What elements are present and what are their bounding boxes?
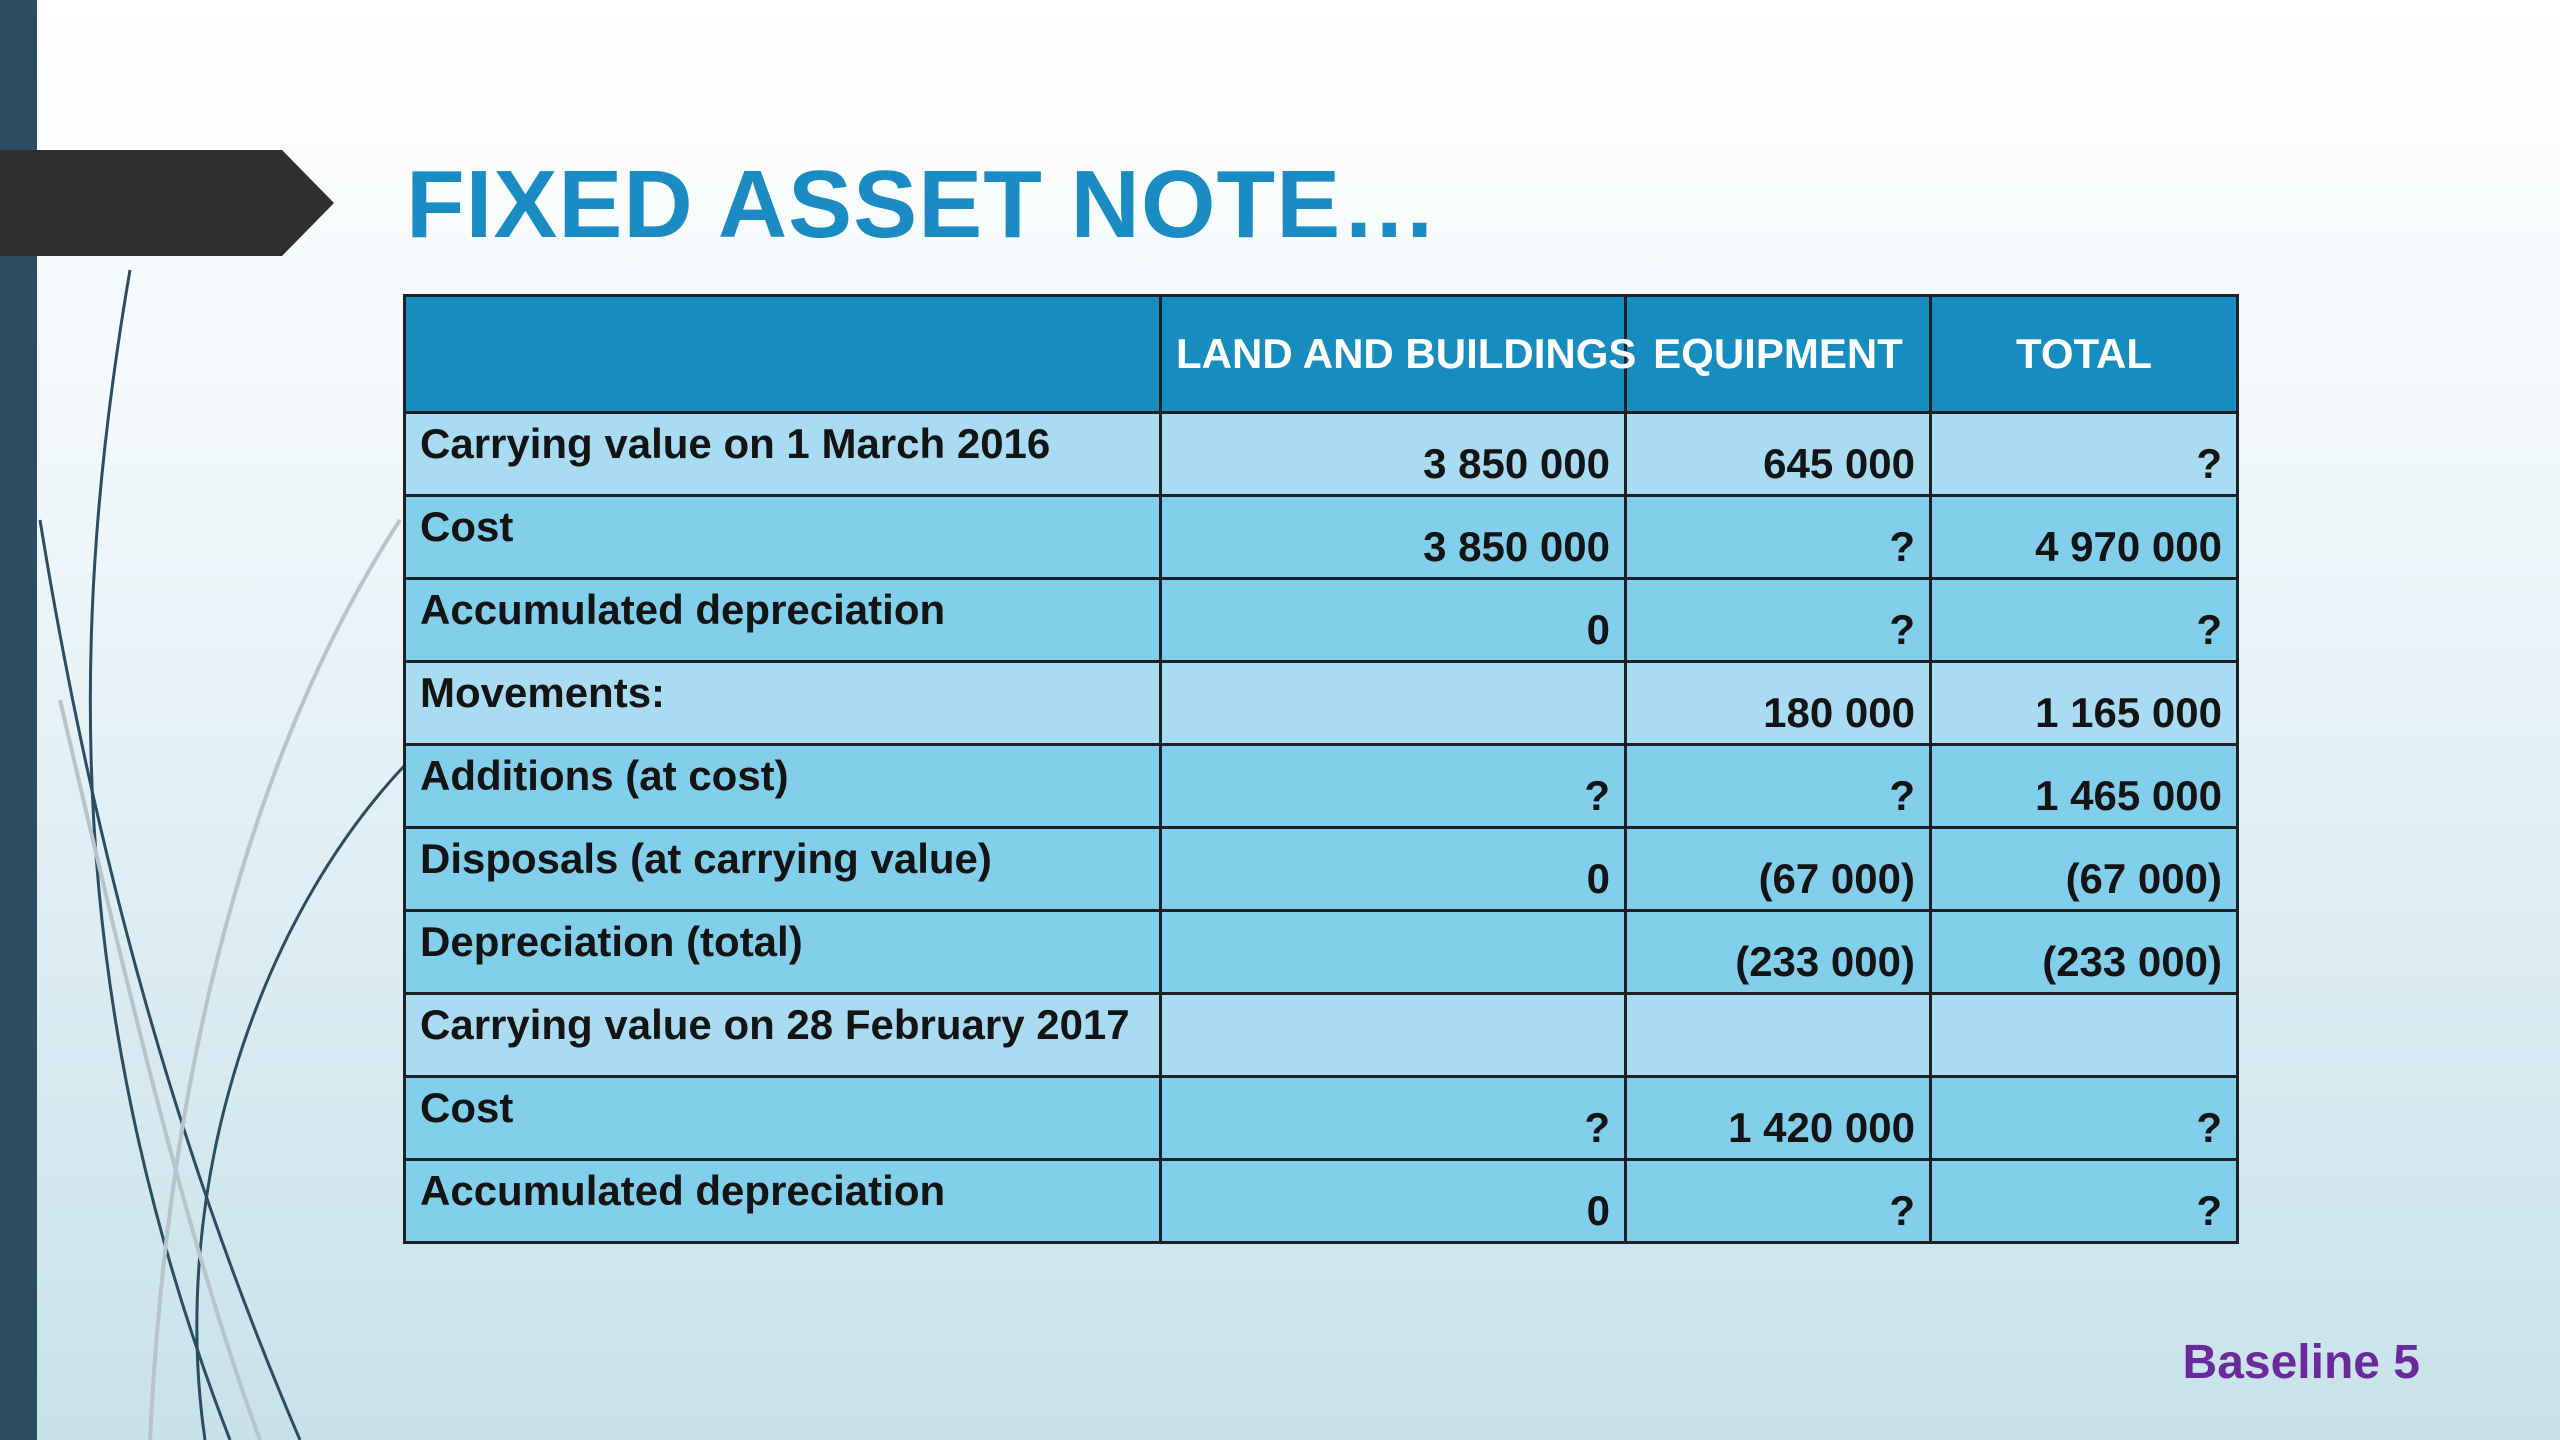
table-row (405, 745, 2238, 828)
cell-equipment: (67 000) (1626, 828, 1931, 911)
row-label: Carrying value on 28 February 2017 (405, 994, 1161, 1077)
table-row (405, 911, 2238, 994)
cell-total: ? (1931, 1077, 2238, 1160)
row-label: Additions (at cost) (405, 745, 1161, 828)
table-row (405, 662, 2238, 745)
title-arrow-tab (0, 150, 340, 256)
cell-total: 1 465 000 (1931, 745, 2238, 828)
page-title: FIXED ASSET NOTE… (406, 151, 1439, 258)
row-label: Depreciation (total) (405, 911, 1161, 994)
header-equipment: EQUIPMENT (1626, 296, 1931, 413)
row-label: Cost (405, 496, 1161, 579)
header-land-and-buildings: LAND AND BUILDINGS (1161, 296, 1626, 413)
cell-land-and-buildings: 3 850 000 (1161, 413, 1626, 496)
table-row (405, 496, 2238, 579)
row-label: Movements: (405, 662, 1161, 745)
cell-total: (233 000) (1931, 911, 2238, 994)
cell-land-and-buildings (1161, 994, 1626, 1077)
footer-label: Baseline 5 (2182, 1336, 2420, 1389)
cell-land-and-buildings: 0 (1161, 579, 1626, 662)
cell-total: 1 165 000 (1931, 662, 2238, 745)
header-blank (405, 296, 1161, 413)
row-label: Carrying value on 1 March 2016 (405, 413, 1161, 496)
table-row (405, 994, 2238, 1077)
cell-equipment: 1 420 000 (1626, 1077, 1931, 1160)
cell-equipment: ? (1626, 496, 1931, 579)
cell-equipment: ? (1626, 745, 1931, 828)
header-total: TOTAL (1931, 296, 2238, 413)
table-row (405, 413, 2238, 496)
cell-total: ? (1931, 1160, 2238, 1243)
cell-land-and-buildings: ? (1161, 745, 1626, 828)
cell-land-and-buildings (1161, 911, 1626, 994)
cell-equipment: (233 000) (1626, 911, 1931, 994)
cell-land-and-buildings: 0 (1161, 1160, 1626, 1243)
cell-total: ? (1931, 579, 2238, 662)
cell-equipment (1626, 994, 1931, 1077)
cell-land-and-buildings: ? (1161, 1077, 1626, 1160)
cell-equipment: 645 000 (1626, 413, 1931, 496)
cell-total: (67 000) (1931, 828, 2238, 911)
row-label: Disposals (at carrying value) (405, 828, 1161, 911)
cell-land-and-buildings (1161, 662, 1626, 745)
table-row (405, 1160, 2238, 1243)
table-row (405, 579, 2238, 662)
cell-equipment: 180 000 (1626, 662, 1931, 745)
fixed-asset-table (403, 294, 2239, 1244)
cell-total (1931, 994, 2238, 1077)
cell-land-and-buildings: 0 (1161, 828, 1626, 911)
cell-equipment: ? (1626, 579, 1931, 662)
table-header-row (405, 296, 2238, 413)
row-label: Accumulated depreciation (405, 579, 1161, 662)
row-label: Cost (405, 1077, 1161, 1160)
table-row (405, 828, 2238, 911)
cell-equipment: ? (1626, 1160, 1931, 1243)
table-row (405, 1077, 2238, 1160)
cell-land-and-buildings: 3 850 000 (1161, 496, 1626, 579)
cell-total: ? (1931, 413, 2238, 496)
cell-total: 4 970 000 (1931, 496, 2238, 579)
row-label: Accumulated depreciation (405, 1160, 1161, 1243)
